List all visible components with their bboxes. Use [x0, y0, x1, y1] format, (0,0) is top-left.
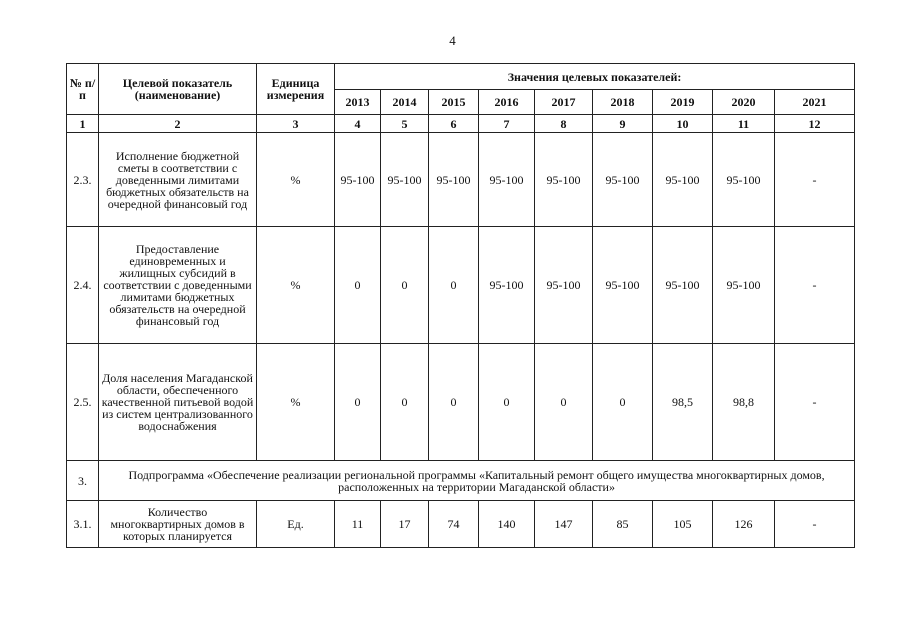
- value-cell: 140: [479, 501, 535, 548]
- header-name: Целевой показатель (наименование): [99, 64, 257, 115]
- column-number: 2: [99, 115, 257, 133]
- table-row: [67, 227, 855, 344]
- indicator-name: Количество многоквартирных домов в которых планируется: [99, 501, 257, 548]
- value-cell: 0: [335, 227, 381, 344]
- value-cell: 95-100: [535, 227, 593, 344]
- table-row: [67, 133, 855, 227]
- page-number: 4: [449, 33, 456, 48]
- table-row: [67, 501, 855, 548]
- row-number: 2.4.: [67, 227, 99, 344]
- value-cell: 95-100: [653, 227, 713, 344]
- value-cell: 98,5: [653, 344, 713, 461]
- column-number: 4: [335, 115, 381, 133]
- unit-cell: Ед.: [257, 501, 335, 548]
- value-cell: 0: [381, 227, 429, 344]
- header-year: 2021: [775, 90, 855, 115]
- column-number: 6: [429, 115, 479, 133]
- value-cell: 95-100: [535, 133, 593, 227]
- value-cell: 85: [593, 501, 653, 548]
- column-number: 8: [535, 115, 593, 133]
- value-cell: 95-100: [335, 133, 381, 227]
- value-cell: 17: [381, 501, 429, 548]
- value-cell: 95-100: [653, 133, 713, 227]
- value-cell: 95-100: [479, 227, 535, 344]
- column-number: 11: [713, 115, 775, 133]
- value-cell: 105: [653, 501, 713, 548]
- value-cell: 0: [429, 344, 479, 461]
- value-cell: 95-100: [593, 227, 653, 344]
- row-number: 2.3.: [67, 133, 99, 227]
- header-num: № п/п: [67, 64, 99, 115]
- subprogram-row: [67, 461, 855, 501]
- value-cell: 74: [429, 501, 479, 548]
- header-year: 2019: [653, 90, 713, 115]
- unit-cell: %: [257, 133, 335, 227]
- value-cell: 0: [335, 344, 381, 461]
- value-cell: -: [775, 133, 855, 227]
- value-cell: 0: [593, 344, 653, 461]
- value-cell: 95-100: [713, 227, 775, 344]
- value-cell: -: [775, 227, 855, 344]
- header-year: 2016: [479, 90, 535, 115]
- header-unit: Единица измерения: [257, 64, 335, 115]
- header-year: 2020: [713, 90, 775, 115]
- value-cell: 126: [713, 501, 775, 548]
- value-cell: 0: [429, 227, 479, 344]
- value-cell: 98,8: [713, 344, 775, 461]
- unit-cell: %: [257, 227, 335, 344]
- row-number: 3.1.: [67, 501, 99, 548]
- header-year: 2013: [335, 90, 381, 115]
- column-number: 7: [479, 115, 535, 133]
- column-number: 1: [67, 115, 99, 133]
- header-year: 2014: [381, 90, 429, 115]
- indicator-name: Предоставление единовременных и жилищных субсидий в соответствии с доведенными лимитами бюджетных обязательств на очередной финансовый год: [99, 227, 257, 344]
- row-number: 2.5.: [67, 344, 99, 461]
- indicators-table: [66, 63, 855, 548]
- value-cell: 95-100: [479, 133, 535, 227]
- subprogram-title: Подпрограмма «Обеспечение реализации региональной программы «Капитальный ремонт общего имущества многоквартирных домов, расположенных на территории Магаданской области»: [99, 461, 855, 501]
- header-year: 2017: [535, 90, 593, 115]
- header-values-title: Значения целевых показателей:: [335, 64, 855, 90]
- unit-cell: %: [257, 344, 335, 461]
- value-cell: -: [775, 344, 855, 461]
- header-year: 2015: [429, 90, 479, 115]
- header-year: 2018: [593, 90, 653, 115]
- value-cell: -: [775, 501, 855, 548]
- column-number: 10: [653, 115, 713, 133]
- value-cell: 95-100: [429, 133, 479, 227]
- value-cell: 0: [479, 344, 535, 461]
- value-cell: 95-100: [593, 133, 653, 227]
- value-cell: 95-100: [381, 133, 429, 227]
- column-number: 5: [381, 115, 429, 133]
- value-cell: 95-100: [713, 133, 775, 227]
- row-number: 3.: [67, 461, 99, 501]
- value-cell: 11: [335, 501, 381, 548]
- column-number: 3: [257, 115, 335, 133]
- column-number: 12: [775, 115, 855, 133]
- indicator-name: Доля населения Магаданской области, обеспеченного качественной питьевой водой из систем централизованного водоснабжения: [99, 344, 257, 461]
- value-cell: 0: [535, 344, 593, 461]
- value-cell: 147: [535, 501, 593, 548]
- table-row: [67, 344, 855, 461]
- value-cell: 0: [381, 344, 429, 461]
- column-number: 9: [593, 115, 653, 133]
- indicator-name: Исполнение бюджетной сметы в соответствии с доведенными лимитами бюджетных обязательств на очередной финансовый год: [99, 133, 257, 227]
